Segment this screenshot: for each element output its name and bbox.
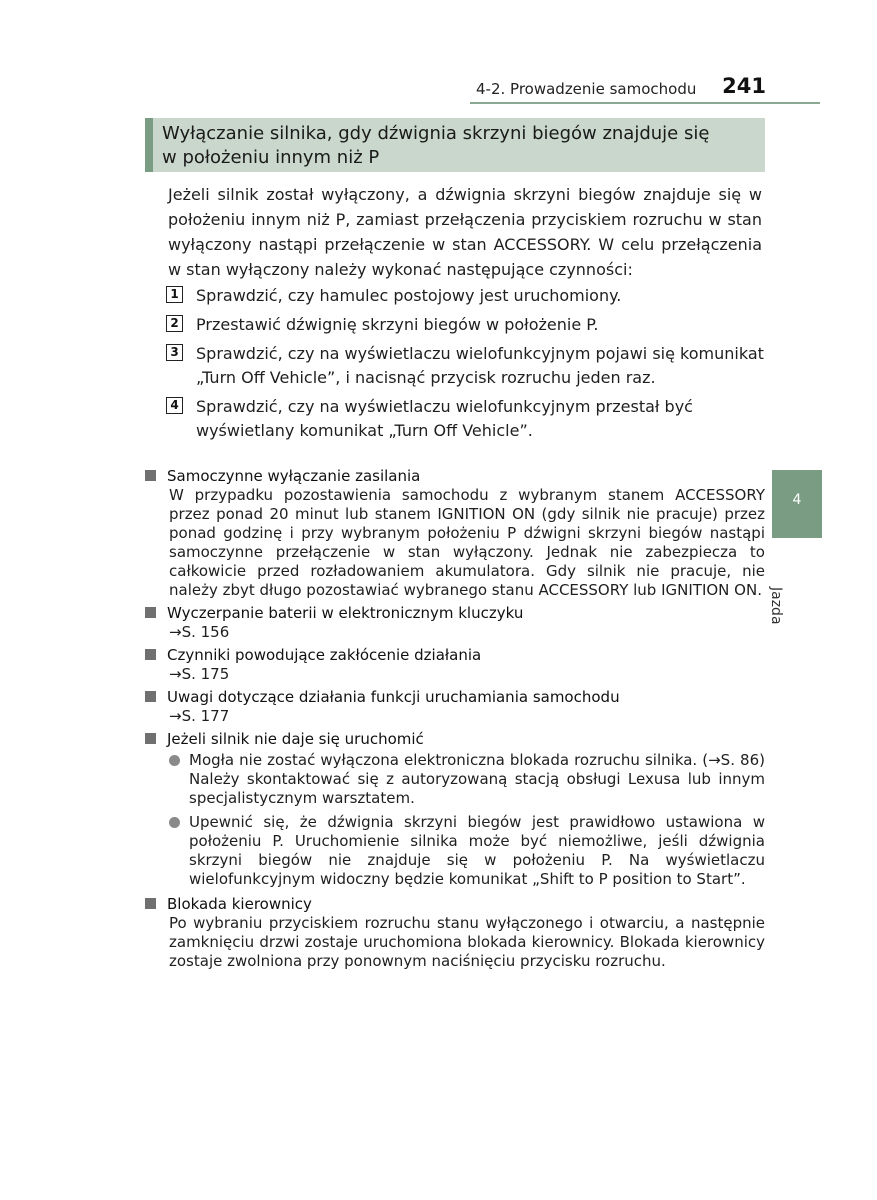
note-heading: Uwagi dotyczące działania funkcji uruchamiania samochodu: [167, 688, 620, 706]
title-accent-bar: [145, 118, 153, 172]
bullet-item: [145, 813, 765, 889]
circle-bullet-icon: [169, 755, 180, 766]
note-heading: Czynniki powodujące zakłócenie działania: [167, 646, 482, 664]
note-heading: Jeżeli silnik nie daje się uruchomić: [167, 730, 424, 748]
header-divider: [470, 102, 820, 104]
step-item: [166, 342, 766, 390]
step-number-2: 2: [166, 315, 183, 332]
square-bullet-icon: [145, 470, 156, 481]
step-item: [166, 395, 766, 443]
chapter-tab-label-box: [768, 543, 820, 625]
page-header: [470, 74, 772, 104]
note-body: W przypadku pozostawienia samochodu z wybranym stanem ACCESSORY przez ponad 20 minut lub stanem IGNITION ON (gdy silnik nie pracuje) przez ponad godzinę i przy wybranym położeniu P dźwigni skrzyni biegów nastąpi samoczynne przełączenie w stan wyłączony. Jednak nie zabezpiecza to całkowicie przed rozładowaniem akumulatora. Gdy silnik nie pracuje, nie należy zbyt długo pozostawiać wybranego stanu ACCESSORY lub IGNITION ON.: [169, 486, 765, 599]
section-title-line-2: w położeniu innym niż P: [162, 147, 380, 168]
note-heading: Blokada kierownicy: [167, 895, 312, 913]
section-title-line-1: Wyłączanie silnika, gdy dźwignia skrzyni biegów znajduje się: [162, 123, 710, 144]
step-text-2: Przestawić dźwignię skrzyni biegów w położenie P.: [196, 315, 599, 334]
square-bullet-icon: [145, 691, 156, 702]
note-auto-power-off: [145, 466, 765, 600]
square-bullet-icon: [145, 607, 156, 618]
intro-paragraph: Jeżeli silnik został wyłączony, a dźwignia skrzyni biegów znajduje się w położeniu innym niż P, zamiast przełączenia przyciskiem rozruchu w stan wyłączony nastąpi przełączenie w stan ACCESSORY. W celu przełączenia w stan wyłączony należy wykonać następujące czynności:: [168, 185, 762, 279]
note-heading: Wyczerpanie baterii w elektronicznym kluczyku: [167, 604, 524, 622]
note-engine-not-starting: [145, 729, 765, 889]
page-reference-link[interactable]: →S. 175: [169, 665, 230, 683]
circle-bullet-icon: [169, 817, 180, 828]
notes-section: [145, 466, 765, 974]
note-heading: Samoczynne wyłączanie zasilania: [167, 467, 421, 485]
step-item: [166, 284, 766, 308]
bullet-item: [145, 751, 765, 808]
square-bullet-icon: [145, 649, 156, 660]
note-body: Po wybraniu przyciskiem rozruchu stanu wyłączonego i otwarciu, a następnie zamknięciu drzwi zostaje uruchomiona blokada kierownicy. Blokada kierownicy zostaje zwolniona przy ponownym naciśnięciu przycisku rozruchu.: [169, 914, 765, 970]
bullet-text: Upewnić się, że dźwignia skrzyni biegów jest prawidłowo ustawiona w położeniu P. Uruchomienie silnika może być niemożliwe, jeśli dźwignia skrzyni biegów nie znajduje się w położeniu P. Na wyświetlaczu wielofunkcyjnym widoczny będzie komunikat „Shift to P position to Start”.: [189, 813, 765, 888]
step-text-1: Sprawdzić, czy hamulec postojowy jest uruchomiony.: [196, 286, 622, 305]
section-title-box: [145, 118, 765, 172]
step-number-3: 3: [166, 344, 183, 361]
section-title: [162, 122, 755, 170]
page-reference-link[interactable]: →S. 156: [169, 623, 230, 641]
page-number: 241: [722, 74, 766, 98]
square-bullet-icon: [145, 898, 156, 909]
steps-list: [166, 284, 766, 448]
step-text-3: Sprawdzić, czy na wyświetlaczu wielofunkcyjnym pojawi się komunikat „Turn Off Vehicle”, i nacisnąć przycisk rozruchu jeden raz.: [196, 344, 764, 387]
chapter-section-label: 4-2. Prowadzenie samochodu: [476, 80, 697, 98]
chapter-tab-label: Jazda: [768, 587, 784, 625]
step-number-4: 4: [166, 397, 183, 414]
step-number-1: 1: [166, 286, 183, 303]
step-item: [166, 313, 766, 337]
chapter-tab-number: 4: [792, 492, 802, 508]
note-steering-lock: [145, 894, 765, 971]
step-text-4: Sprawdzić, czy na wyświetlaczu wielofunkcyjnym przestał być wyświetlany komunikat „Turn Off Vehicle”.: [196, 397, 693, 440]
chapter-tab[interactable]: [772, 470, 822, 538]
bullet-text: Mogła nie zostać wyłączona elektroniczna blokada rozruchu silnika. (→S. 86) Należy skontaktować się z autoryzowaną stacją obsługi Lexusa lub innym specjalistycznym warsztatem.: [189, 751, 765, 807]
note-start-function: [145, 687, 765, 726]
page-reference-link[interactable]: →S. 177: [169, 707, 230, 725]
note-interference: [145, 645, 765, 684]
note-key-battery: [145, 603, 765, 642]
square-bullet-icon: [145, 733, 156, 744]
